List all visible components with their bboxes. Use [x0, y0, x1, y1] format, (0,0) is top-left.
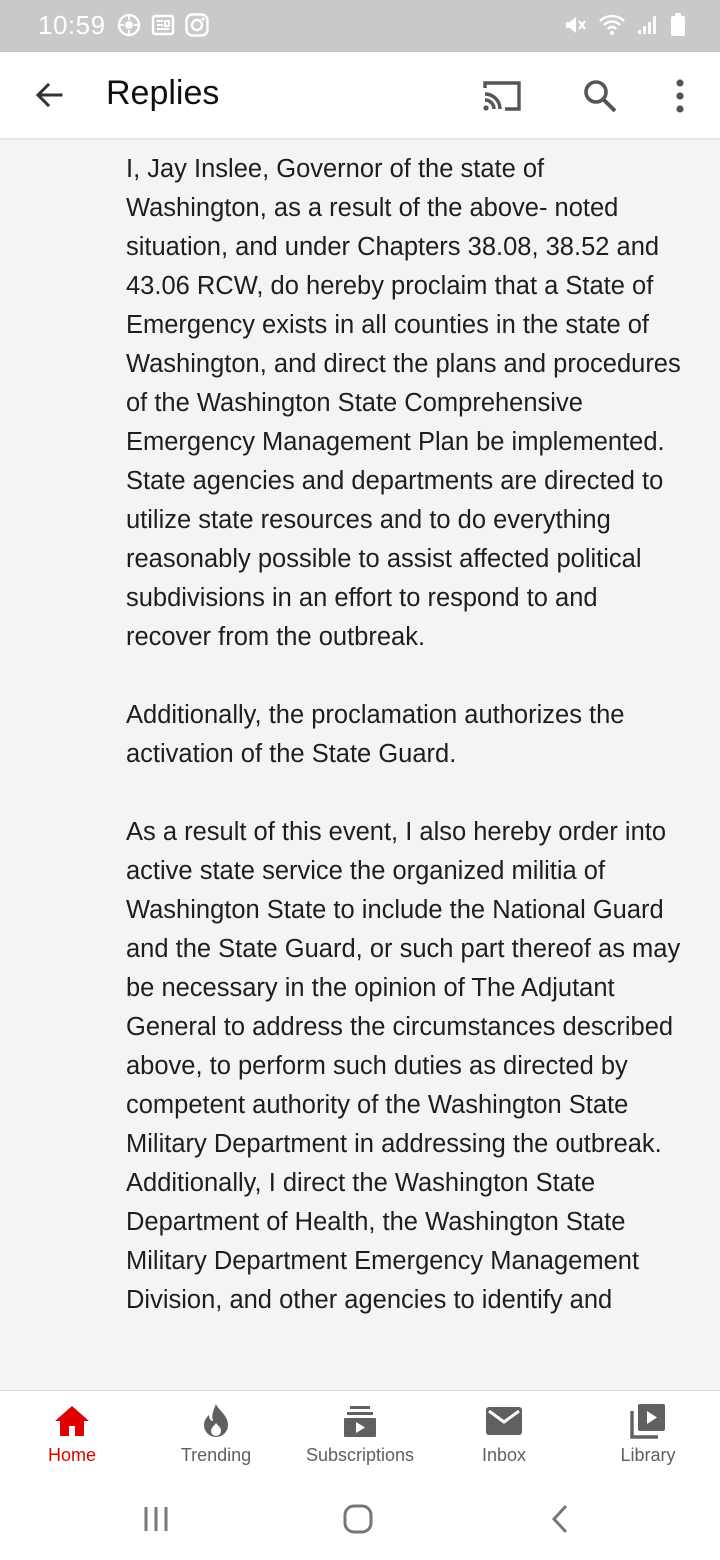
- search-icon: [582, 78, 618, 114]
- recent-apps-icon: [141, 1505, 171, 1533]
- bottom-navigation: [0, 1390, 720, 1476]
- subscriptions-icon: [340, 1403, 380, 1439]
- wifi-icon: [598, 12, 626, 43]
- instagram-icon: [184, 12, 210, 43]
- app-bar: [0, 52, 720, 139]
- status-time: 10:59: [38, 10, 106, 40]
- flame-icon: [196, 1403, 236, 1439]
- notification-icons: [116, 12, 210, 43]
- nav-label-subscriptions: Subscriptions: [305, 1445, 415, 1465]
- reply-paragraph: Additionally, the proclamation authorizes the activation of the State Guard.: [126, 701, 625, 768]
- mute-icon: [562, 12, 588, 43]
- more-options-button[interactable]: [658, 72, 702, 120]
- library-icon: [628, 1403, 668, 1439]
- signal-icon: [636, 12, 660, 43]
- nav-item-subscriptions[interactable]: [288, 1391, 432, 1475]
- chevron-left-icon: [548, 1503, 572, 1535]
- cast-button[interactable]: [478, 72, 526, 120]
- reply-paragraph: As a result of this event, I also hereby order into active state service the organized militia of Washington State to include the National Guard and the State Guard, or such part thereof as may be necessary in the opinion of The Adjutant General to address the circumstances described above, to perform such duties as directed by competent authority of the Washington State Military Department in addressing the outbreak. Additionally, I direct the Washington State Department of Health, the Washington State Military Department Emergency Management Division, and other agencies to identify and: [126, 818, 681, 1314]
- nav-item-inbox[interactable]: [432, 1391, 576, 1475]
- nav-item-library[interactable]: [576, 1391, 720, 1475]
- page-title: Replies: [106, 74, 220, 112]
- battery-icon: [670, 12, 686, 43]
- home-icon: [52, 1403, 92, 1439]
- more-vert-icon: [675, 79, 685, 113]
- back-system-button[interactable]: [530, 1497, 590, 1541]
- nav-item-home[interactable]: [0, 1391, 144, 1475]
- mail-icon: [484, 1403, 524, 1439]
- nav-item-trending[interactable]: [144, 1391, 288, 1475]
- system-navigation-bar: [0, 1475, 720, 1560]
- status-bar: [0, 0, 720, 52]
- nav-label-trending: Trending: [180, 1445, 252, 1465]
- search-button[interactable]: [576, 72, 624, 120]
- back-button[interactable]: [26, 72, 72, 118]
- nav-label-home: Home: [47, 1445, 96, 1465]
- system-status-icons: [562, 12, 686, 43]
- cast-icon: [481, 78, 523, 114]
- home-circle-icon: [342, 1503, 374, 1535]
- reply-paragraph: I, Jay Inslee, Governor of the state of Washington, as a result of the above- noted situation, and under Chapters 38.08, 38.52 and 43.06 RCW, do hereby proclaim that a State of Emergency exists in all counties in the state of Washington, and direct the plans and procedures of the Washington State Comprehensive Emergency Management Plan be implemented. State agencies and departments are directed to utilize state resources and to do everything reasonably possible to assist affected political subdivisions in an effort to respond to and recover from the outbreak.: [126, 155, 681, 651]
- settings-badge-icon: [116, 12, 142, 43]
- recent-apps-button[interactable]: [126, 1497, 186, 1541]
- reply-text: [126, 150, 686, 1390]
- home-system-button[interactable]: [328, 1497, 388, 1541]
- nav-label-library: Library: [620, 1445, 676, 1465]
- arrow-back-icon: [33, 79, 65, 111]
- news-icon: [150, 12, 176, 43]
- nav-label-inbox: Inbox: [481, 1445, 527, 1465]
